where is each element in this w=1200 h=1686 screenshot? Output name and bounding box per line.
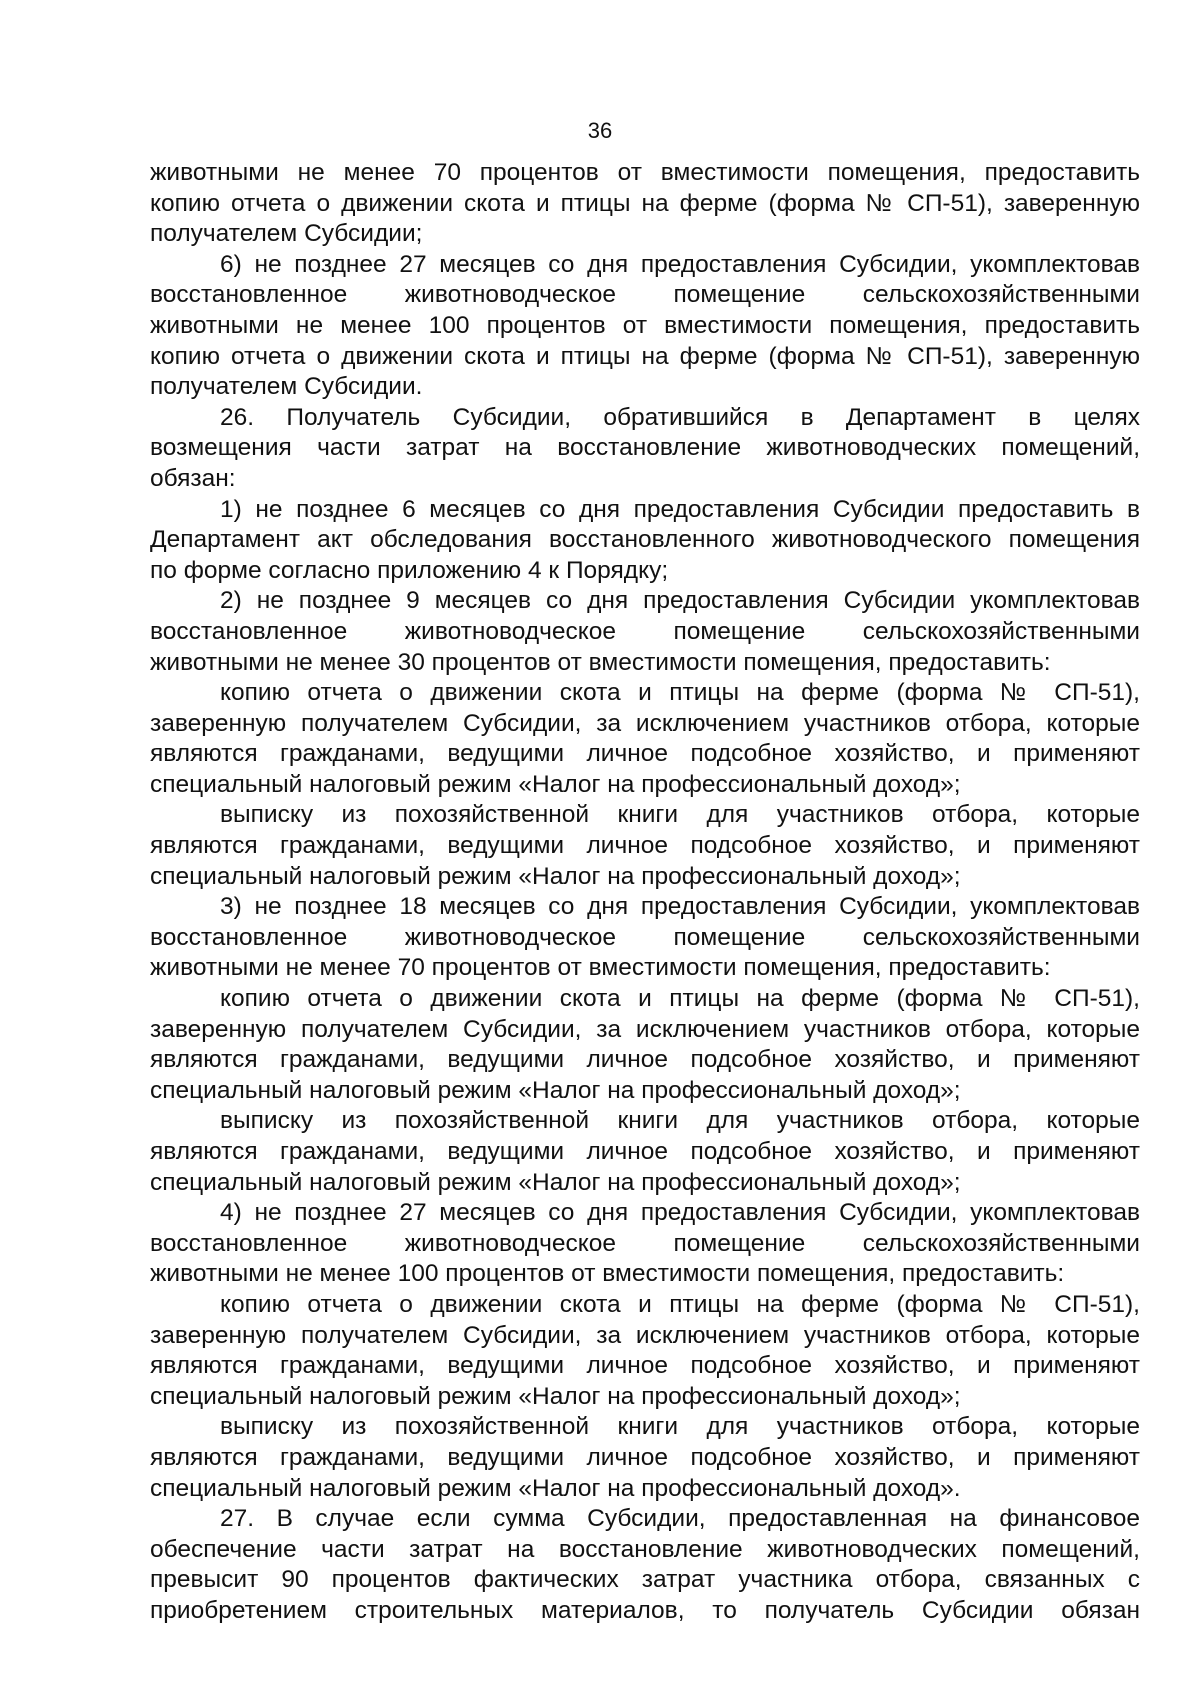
text-line: животными не менее 30 процентов от вместимости помещения, предоставить: [150,648,1051,676]
page-number: 36 [587,118,613,143]
text-line: являются гражданами, ведущими личное подсобное хозяйство, и применяют [150,1046,1140,1074]
text-line: являются гражданами, ведущими личное подсобное хозяйство, и применяют [150,740,1140,768]
text-line: 6) не позднее 27 месяцев со дня предоставления Субсидии, укомплектовав [220,250,1140,278]
text-line: 2) не позднее 9 месяцев со дня предоставления Субсидии укомплектовав [220,587,1140,615]
text-line: 3) не позднее 18 месяцев со дня предоставления Субсидии, укомплектовав [220,893,1140,921]
text-line: восстановленное животноводческое помещение сельскохозяйственными [150,1229,1140,1257]
text-line: выписку из похозяйственной книги для участников отбора, которые [220,1107,1140,1135]
text-line: специальный налоговый режим «Налог на профессиональный доход». [150,1474,961,1502]
text-line: 27. В случае если сумма Субсидии, предоставленная на финансовое [220,1505,1140,1533]
text-line: 1) не позднее 6 месяцев со дня предоставления Субсидии предоставить в [220,495,1140,523]
text-line: заверенную получателем Субсидии, за исключением участников отбора, которые [150,1015,1140,1043]
text-line: обязан: [150,464,236,492]
text-line: копию отчета о движении скота и птицы на ферме (форма № СП-51), заверенную [150,342,1140,370]
text-line: выписку из похозяйственной книги для участников отбора, которые [220,1413,1140,1441]
text-line: специальный налоговый режим «Налог на профессиональный доход»; [150,1168,961,1196]
text-line: животными не менее 100 процентов от вместимости помещения, предоставить: [150,1260,1065,1288]
text-line: превысит 90 процентов фактических затрат участника отбора, связанных с [150,1566,1140,1594]
document-body [150,158,1140,1627]
text-line: являются гражданами, ведущими личное подсобное хозяйство, и применяют [150,1443,1140,1471]
text-line: копию отчета о движении скота и птицы на ферме (форма № СП-51), заверенную [150,189,1140,217]
text-line: возмещения части затрат на восстановление животноводческих помещений, [150,434,1140,462]
text-line: специальный налоговый режим «Налог на профессиональный доход»; [150,862,961,890]
text-line: приобретением строительных материалов, то получатель Субсидии обязан [150,1596,1140,1624]
text-line: получателем Субсидии; [150,220,423,248]
text-line: специальный налоговый режим «Налог на профессиональный доход»; [150,1382,961,1410]
text-line: Департамент акт обследования восстановленного животноводческого помещения [150,526,1140,554]
text-line: получателем Субсидии. [150,373,423,401]
text-line: восстановленное животноводческое помещение сельскохозяйственными [150,617,1140,645]
text-line: животными не менее 100 процентов от вместимости помещения, предоставить [150,311,1140,339]
text-line: являются гражданами, ведущими личное подсобное хозяйство, и применяют [150,1138,1140,1165]
text-line: являются гражданами, ведущими личное подсобное хозяйство, и применяют [150,832,1140,860]
text-line: заверенную получателем Субсидии, за исключением участников отбора, которые [150,709,1140,737]
text-line: 26. Получатель Субсидии, обратившийся в Департамент в целях [220,403,1140,431]
text-line: копию отчета о движении скота и птицы на ферме (форма № СП-51), [220,1290,1140,1318]
text-line: выписку из похозяйственной книги для участников отбора, которые [220,801,1140,829]
text-line: копию отчета о движении скота и птицы на ферме (форма № СП-51), [220,985,1140,1013]
text-line: восстановленное животноводческое помещение сельскохозяйственными [150,923,1140,951]
text-line: животными не менее 70 процентов от вместимости помещения, предоставить [150,159,1140,186]
text-line: восстановленное животноводческое помещение сельскохозяйственными [150,281,1140,309]
text-line: 4) не позднее 27 месяцев со дня предоставления Субсидии, укомплектовав [220,1199,1140,1227]
text-line: являются гражданами, ведущими личное подсобное хозяйство, и применяют [150,1352,1140,1380]
text-line: животными не менее 70 процентов от вместимости помещения, предоставить: [150,954,1051,982]
text-line: специальный налоговый режим «Налог на профессиональный доход»; [150,770,961,798]
text-line: копию отчета о движении скота и птицы на ферме (форма № СП-51), [220,679,1140,707]
text-line: по форме согласно приложению 4 к Порядку; [150,556,669,584]
text-line: заверенную получателем Субсидии, за исключением участников отбора, которые [150,1321,1140,1349]
text-line: обеспечение части затрат на восстановление животноводческих помещений, [150,1535,1140,1563]
text-line: специальный налоговый режим «Налог на профессиональный доход»; [150,1076,961,1104]
